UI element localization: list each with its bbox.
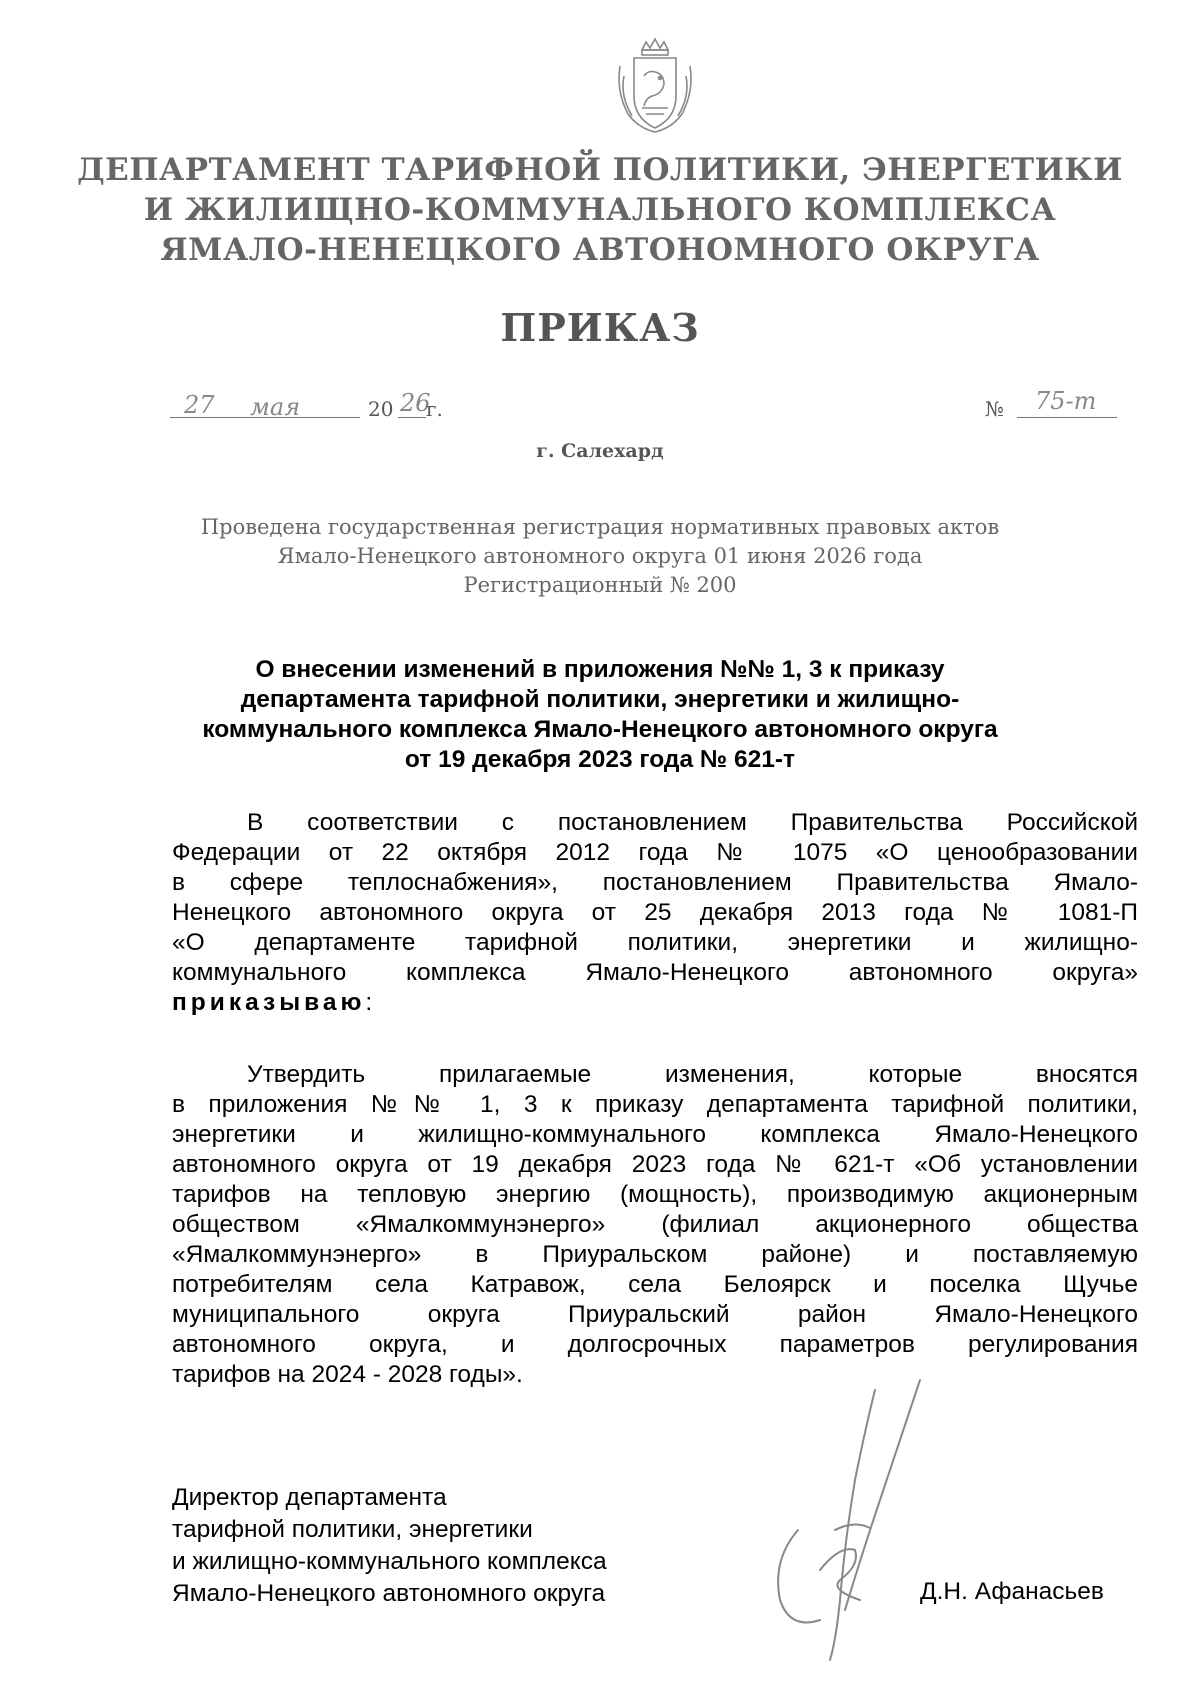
signatory-title-line: и жилищно-коммунального комплекса [172, 1548, 607, 1575]
order-date [170, 389, 443, 425]
signatory-title-line: Ямало-Ненецкого автономного округа [172, 1580, 606, 1607]
signatory-name: Д.Н. Афанасьев [920, 1578, 1104, 1605]
body-line: тарифов на тепловую энергию (мощность), производимую акционерным [172, 1181, 1138, 1208]
body-line: в приложения №№ 1, 3 к приказу департамента тарифной политики, [172, 1091, 1138, 1118]
year-abbrev: г. [426, 397, 443, 421]
order-subject [150, 655, 1050, 775]
registration-line-2: Ямало-Ненецкого автономного округа 01 июня 2026 года [277, 544, 923, 568]
number-sign: № [985, 397, 1004, 421]
year-underline [398, 417, 426, 418]
body-line: обществом «Ямалкоммунэнерго» (филиал акционерного общества [172, 1211, 1138, 1238]
department-name-line-2: И ЖИЛИЩНО-КОММУНАЛЬНОГО КОМПЛЕКСА [143, 192, 1057, 228]
preamble-line: «О департаменте тарифной политики, энергетики и жилищно- [172, 929, 1138, 956]
department-name-line-3: ЯМАЛО-НЕНЕЦКОГО АВТОНОМНОГО ОКРУГА [160, 232, 1040, 268]
body-line: автономного округа, и долгосрочных параметров регулирования [172, 1331, 1138, 1358]
order-number [985, 387, 1120, 425]
handwritten-number: 75-т [1035, 387, 1097, 415]
year-prefix: 20 [368, 397, 394, 421]
signatory-title [172, 1482, 692, 1610]
body-line: потребителям села Катравож, села Белоярск и поселка Щучье [172, 1271, 1138, 1298]
signatory-title-line: Директор департамента [172, 1484, 447, 1511]
body-line: энергетики и жилищно-коммунального комплекса Ямало-Ненецкого [172, 1121, 1138, 1148]
body-line: муниципального округа Приуральский район Ямало-Ненецкого [172, 1301, 1138, 1328]
body-line: «Ямалкоммунэнерго» в Приуральском районе) и поставляемую [172, 1241, 1138, 1268]
handwritten-signature-icon [760, 1370, 930, 1670]
document-type-title: ПРИКАЗ [500, 305, 700, 350]
number-underline [1017, 417, 1117, 418]
preamble-line: Федерации от 22 октября 2012 года № 1075 «О ценообразовании [172, 839, 1138, 866]
registration-line-1: Проведена государственная регистрация нормативных правовых актов [200, 515, 1000, 539]
subject-line-4: от 19 декабря 2023 года № 621-т [404, 746, 796, 773]
coat-of-arms-icon [612, 36, 698, 136]
handwritten-day: 27 [184, 391, 215, 419]
department-name-line-1: ДЕПАРТАМЕНТ ТАРИФНОЙ ПОЛИТИКИ, ЭНЕРГЕТИКИ [77, 152, 1123, 188]
preamble-line: В соответствии с постановлением Правительства Российской [247, 809, 1138, 836]
handwritten-year: 26 [400, 389, 431, 417]
subject-line-3: коммунального комплекса Ямало-Ненецкого автономного округа [202, 716, 998, 743]
preamble-line: в сфере теплоснабжения», постановлением Правительства Ямало- [172, 869, 1138, 896]
order-colon: : [365, 989, 373, 1016]
body-line: автономного округа от 19 декабря 2023 года № 621-т «Об установлении [172, 1151, 1138, 1178]
order-word: приказываю [172, 989, 366, 1016]
body-line: тарифов на 2024 - 2028 годы». [172, 1361, 523, 1388]
preamble-line: Ненецкого автономного округа от 25 декабря 2013 года № 1081-П [172, 899, 1138, 926]
subject-line-1: О внесении изменений в приложения №№ 1, 3 к приказу [255, 656, 945, 683]
date-underline [170, 417, 360, 418]
body-line: Утвердить прилагаемые изменения, которые вносятся [247, 1061, 1138, 1088]
signatory-title-line: тарифной политики, энергетики [172, 1516, 533, 1543]
registration-line-3: Регистрационный № 200 [463, 573, 737, 597]
handwritten-month: мая [250, 393, 301, 421]
preamble-order-line [172, 988, 1138, 1018]
preamble-line: коммунального комплекса Ямало-Ненецкого автономного округа» [172, 959, 1138, 986]
city: г. Салехард [536, 440, 664, 462]
subject-line-2: департамента тарифной политики, энергетики и жилищно- [240, 686, 960, 713]
